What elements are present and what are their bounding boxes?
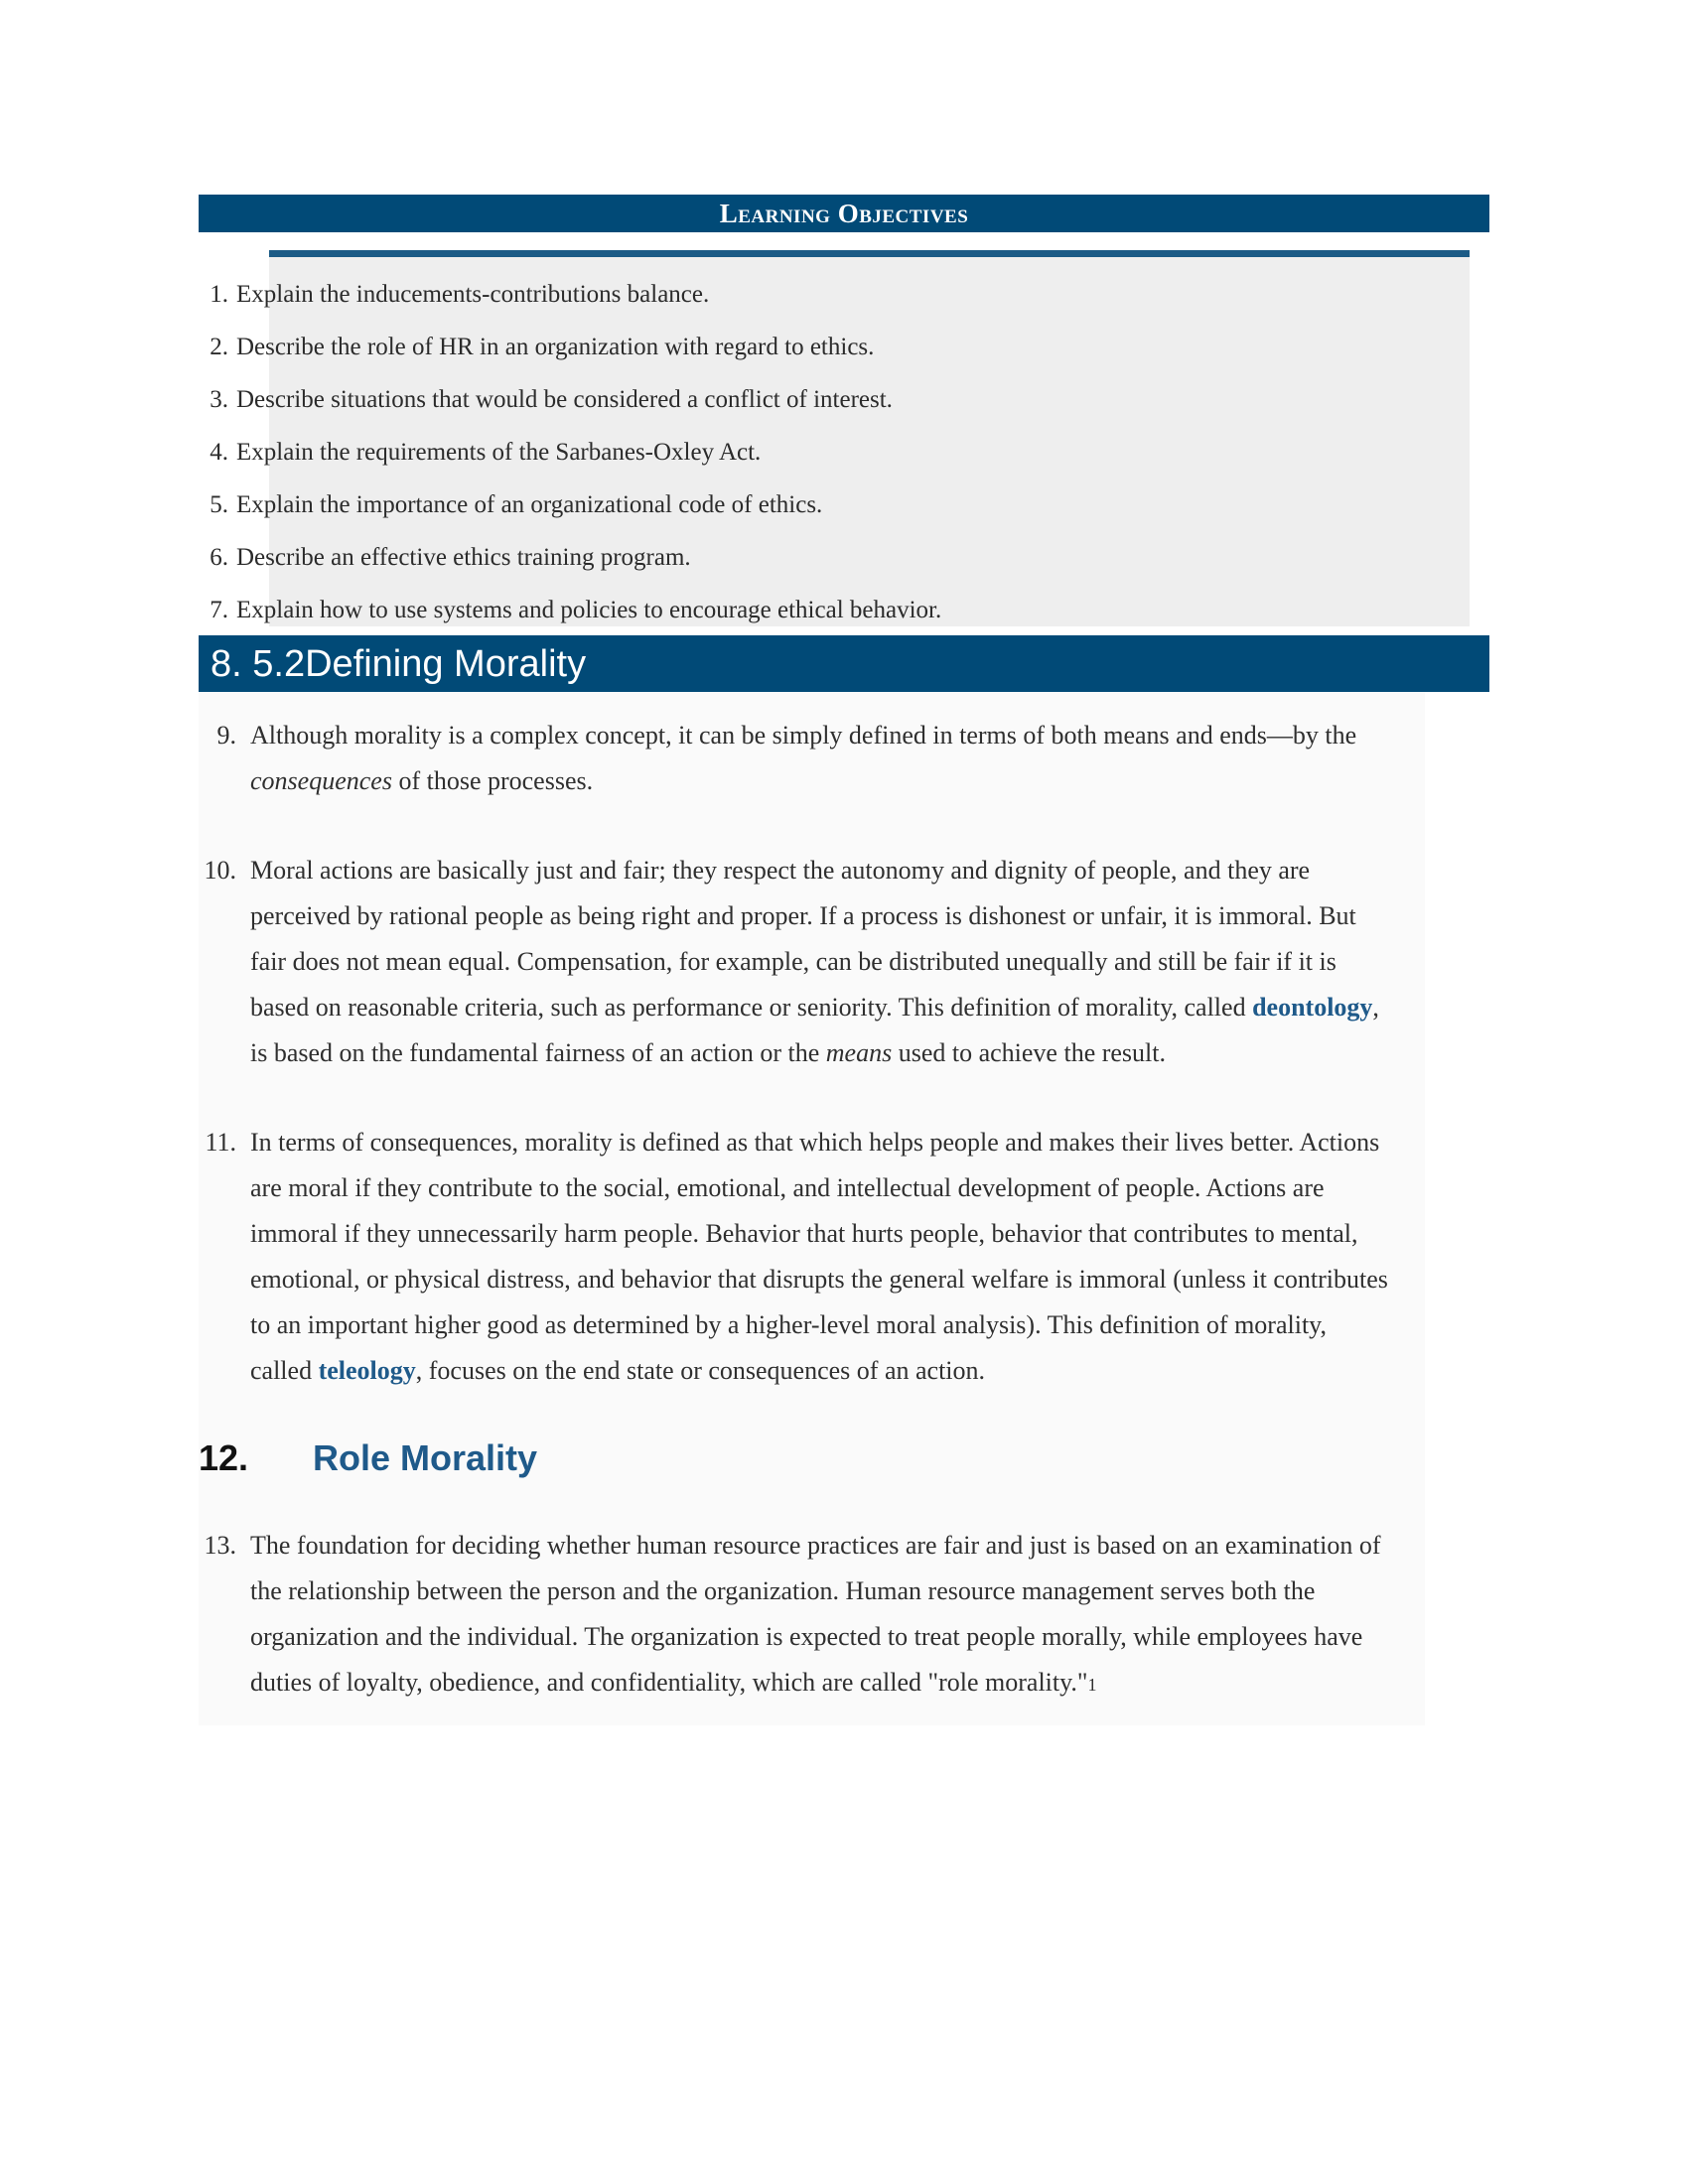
key-term-teleology: teleology [318,1356,416,1385]
key-term-deontology: deontology [1252,993,1373,1022]
role-morality-number: 12. [199,1437,249,1478]
learning-objectives-title: Learning Objectives [719,198,969,228]
list-item-number: 7. [210,597,228,623]
paragraph-text-part: , focuses on the end state or consequences of an action. [415,1356,986,1385]
list-item-label: Explain the requirements of the Sarbanes-Oxley Act. [236,439,762,466]
spacer [199,1394,1425,1437]
list-item-label: Describe the role of HR in an organization with regard to ethics. [236,334,875,360]
paragraph-text [250,1120,1393,1394]
paragraph-text-part: of those processes. [391,766,594,795]
paragraph-11 [199,1120,1425,1394]
learning-objectives-top-rule [269,250,1470,257]
spacer [199,693,1425,713]
list-item-label: Describe an effective ethics training program. [236,544,691,571]
role-morality-heading [199,1437,1425,1479]
list-item-label: Explain how to use systems and policies to encourage ethical behavior. [236,597,942,623]
list-item-number: 4. [210,439,228,466]
paragraph-10 [199,848,1425,1076]
section-heading-bar [199,635,1489,692]
list-item-number: 6. [210,544,228,571]
list-item [199,490,941,520]
list-item-label: Explain the importance of an organizational code of ethics. [236,491,823,518]
paragraph-number: 10. [204,856,236,885]
learning-objectives-list [210,257,1012,623]
list-item [199,596,941,625]
paragraph-9 [199,713,1425,804]
paragraph-text [250,848,1393,1076]
spacer [199,1479,1425,1523]
list-item-number: 1. [210,281,228,308]
list-item [199,280,941,310]
list-item [199,543,941,573]
section-heading-label: 8. 5.2Defining Morality [211,642,587,685]
emphasis-consequences: consequences [250,766,392,795]
paragraph-text-part: Moral actions are basically just and fair; they respect the autonomy and dignity of people, and they are perceived by rational people as being right and proper. If a process is dishonest or unfair, it is immoral. But fair does not mean equal. Compensation, for example, can be distributed unequally and still be fair if it is based on reasonable criteria, such as performance or seniority. This definition of morality, called [250,856,1356,1022]
list-item-number: 3. [210,386,228,413]
learning-objectives-header-bar [199,195,1489,232]
list-item-number: 2. [210,334,228,360]
list-item [199,333,941,362]
paragraph-text [250,713,1393,804]
list-item-number: 5. [210,491,228,518]
paragraph-number: 11. [205,1128,236,1157]
spacer [199,804,1425,848]
list-item-label: Describe situations that would be considered a conflict of interest. [236,386,893,413]
paragraph-text-part: Although morality is a complex concept, it can be simply defined in terms of both means and ends—by the [250,721,1357,750]
paragraph-text-part: In terms of consequences, morality is defined as that which helps people and makes their lives better. Actions are moral if they contribute to the social, emotional, and intellectual development of people. Actions are immoral if they unnecessarily harm people. Behavior that hurts people, behavior that contributes to mental, emotional, or physical distress, and behavior that disrupts the general welfare is immoral (unless it contributes to an important higher good as determined by a higher-level moral analysis). This definition of morality, called [250,1128,1388,1385]
footnote-reference[interactable]: 1 [1087,1675,1097,1695]
spacer [199,1706,1425,1725]
list-item-label: Explain the inducements-contributions balance. [236,281,710,308]
list-item [199,438,941,468]
paragraph-number: 9. [216,721,236,750]
paragraph-number: 13. [204,1531,236,1560]
role-morality-title: Role Morality [313,1437,538,1478]
paragraph-text-part: used to achieve the result. [892,1038,1166,1067]
paragraph-text-part: The foundation for deciding whether human resource practices are fair and just is based on an examination of the relationship between the person and the organization. Human resource management serves both the organization and the individual. The organization is expected to treat people morally, while employees have duties of loyalty, obedience, and confidentiality, which are called "role morality." [250,1531,1381,1697]
list-item [199,385,941,415]
spacer [199,1076,1425,1120]
paragraph-text-part: , is based on the fundamental fairness of an action or the [250,993,1379,1067]
learning-objectives-panel [210,257,1470,626]
paragraph-text [250,1523,1393,1706]
paragraph-13 [199,1523,1425,1706]
body-content [199,692,1425,1725]
emphasis-means: means [825,1038,893,1067]
